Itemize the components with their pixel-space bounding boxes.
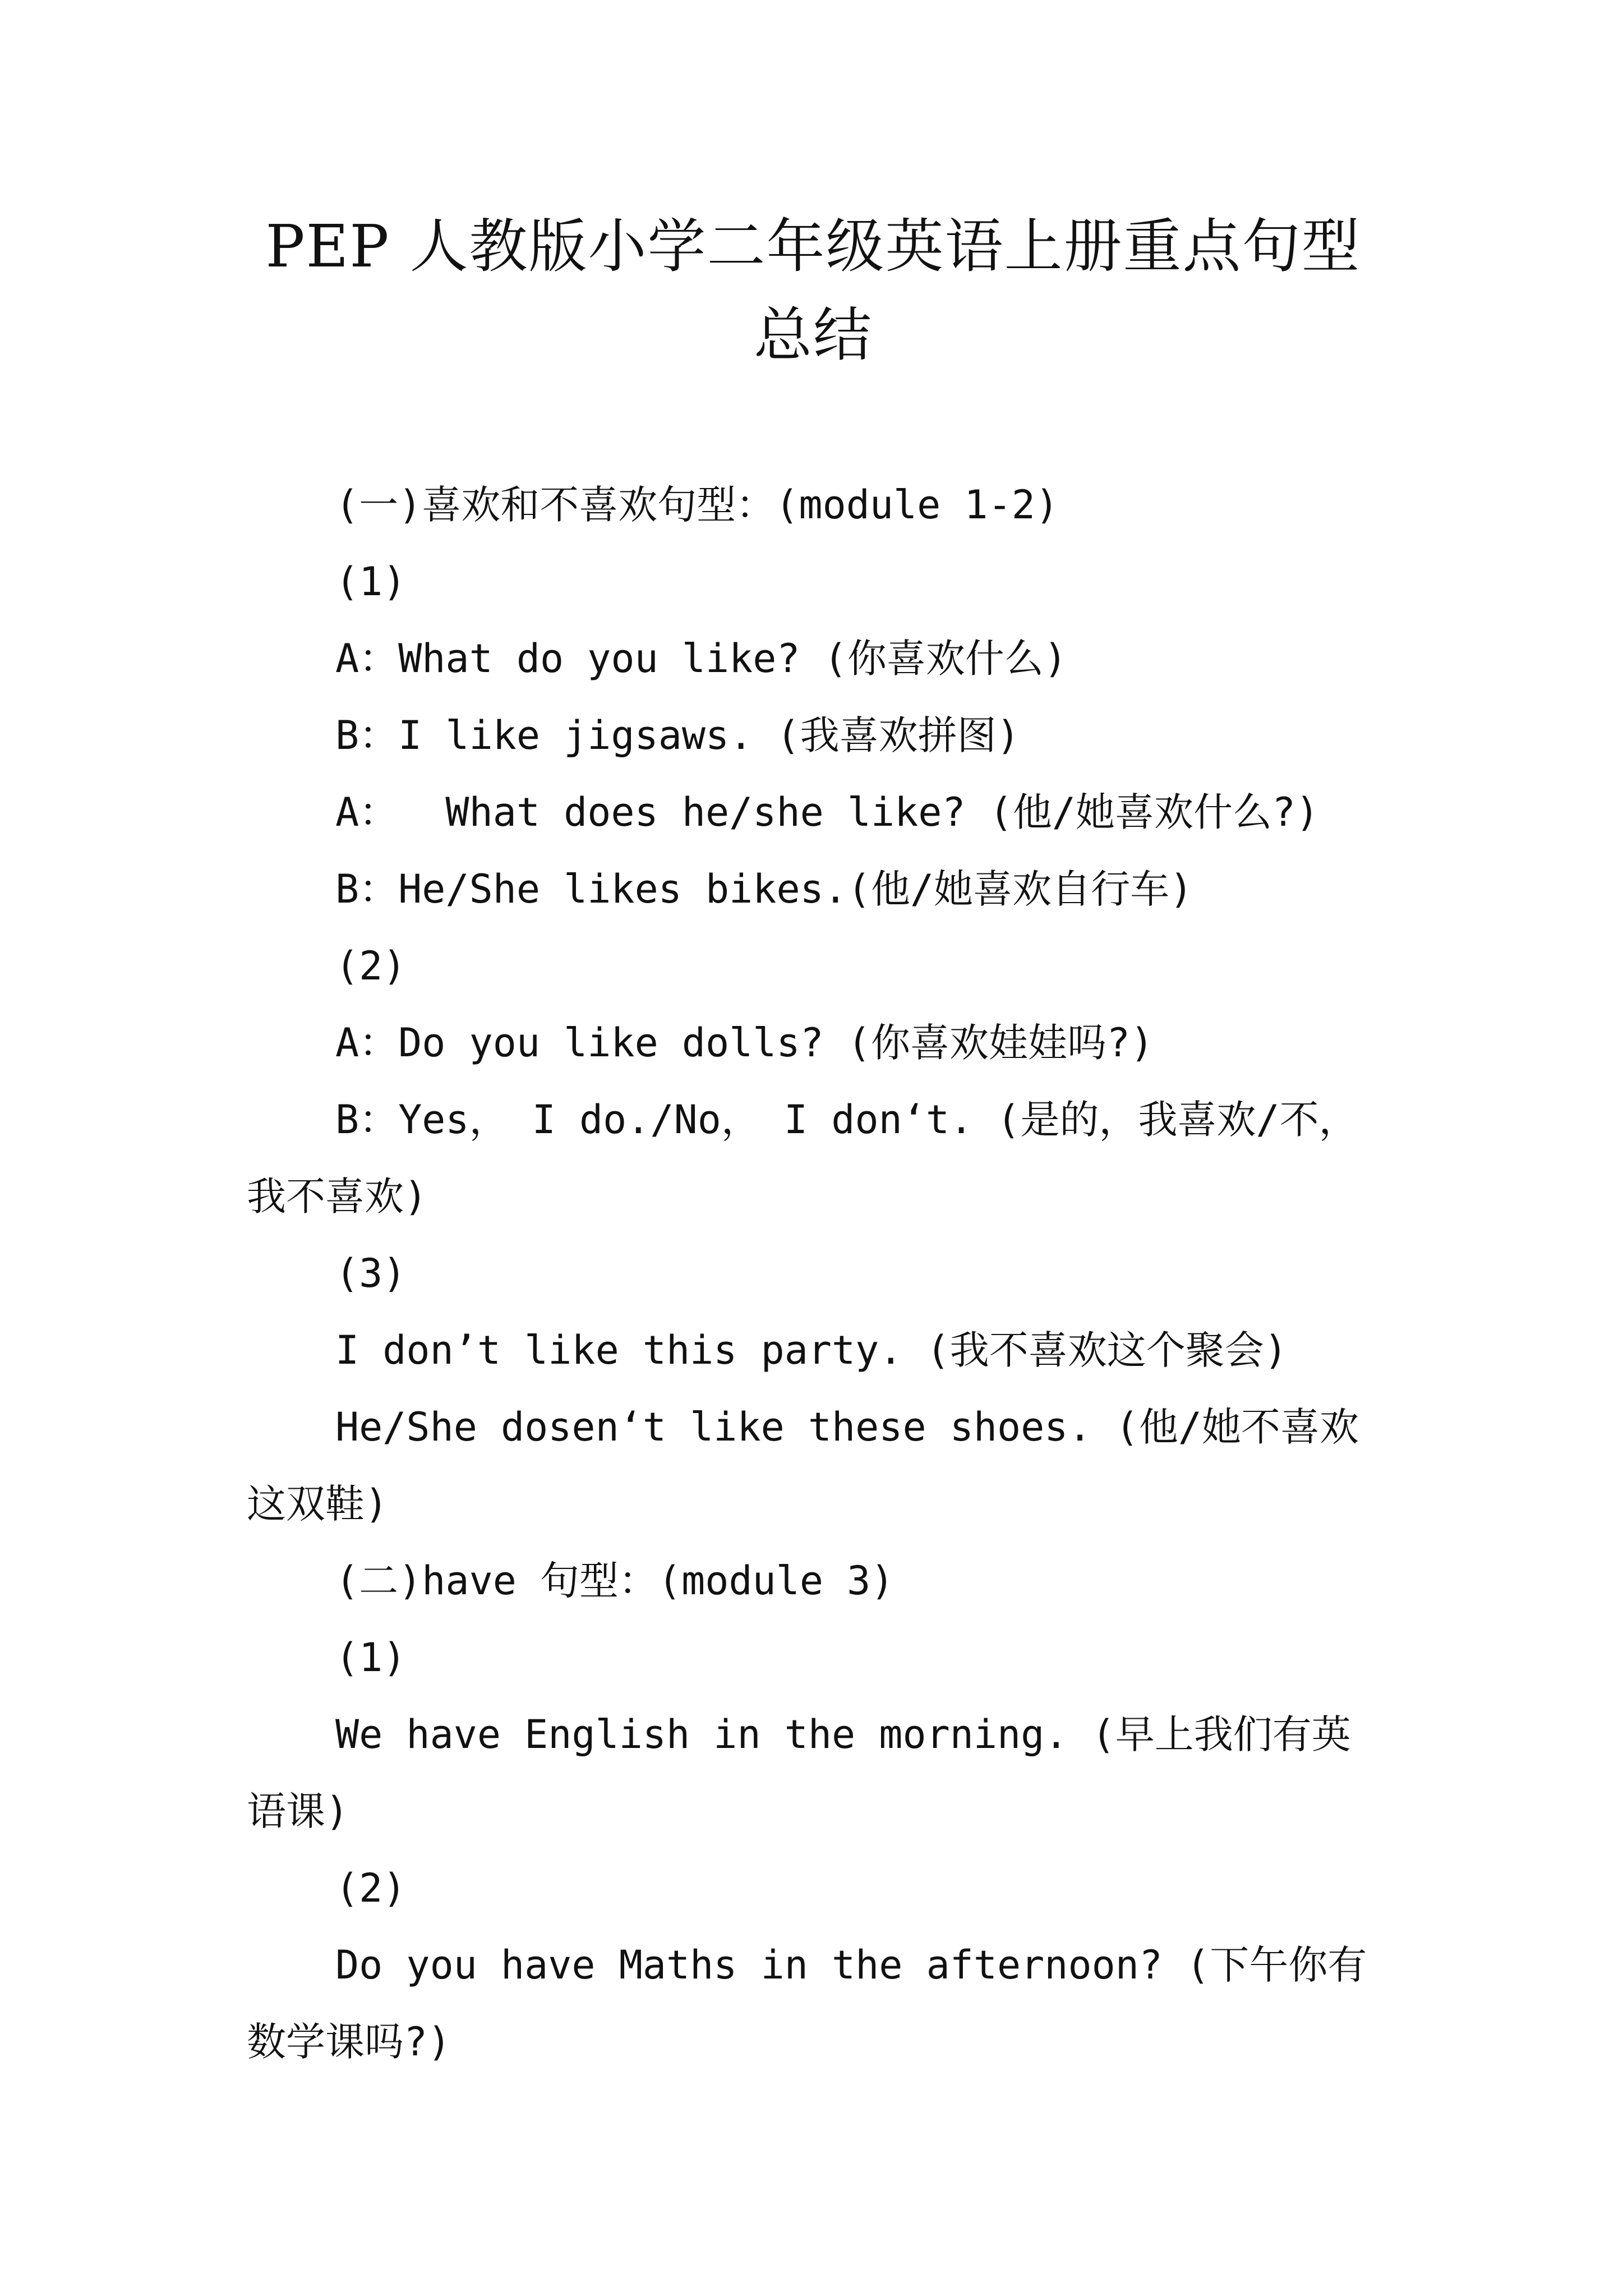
sentence-line: He/She dosen‘t like these shoes. (他/她不喜欢这双鞋) [247,1404,1359,1527]
section-heading-likes: (一)喜欢和不喜欢句型：(module 1-2) [335,482,1059,528]
subsection-label: (1) [335,559,407,605]
document-body [247,467,1380,2081]
sentence-line: I don’t like this party. (我不喜欢这个聚会) [335,1327,1288,1373]
sentence-line: We have English in the morning. (早上我们有英语课) [247,1711,1351,1834]
sentence-line: B：He/She likes bikes.(他/她喜欢自行车) [335,866,1193,912]
sentence-line: B：I like jigsaws. (我喜欢拼图) [335,712,1020,758]
subsection-label: (1) [335,1635,407,1681]
sentence-line: Do you have Maths in the afternoon? (下午你有数学课吗?) [247,1942,1367,2065]
sentence-line: A： What does he/she like? (他/她喜欢什么?) [335,789,1320,835]
section-heading-have: (二)have 句型：(module 3) [335,1558,895,1604]
sentence-line: A：Do you like dolls? (你喜欢娃娃吗?) [335,1020,1154,1066]
sentence-line: A：What do you like? (你喜欢什么) [335,636,1068,682]
subsection-label: (3) [335,1250,407,1296]
sentence-line: B：Yes， I do./No， I don‘t. (是的，我喜欢/不，我不喜欢) [247,1097,1358,1220]
subsection-label: (2) [335,1865,407,1911]
document-title: PEP 人教版小学二年级英语上册重点句型总结 [265,212,1361,369]
subsection-label: (2) [335,943,407,989]
